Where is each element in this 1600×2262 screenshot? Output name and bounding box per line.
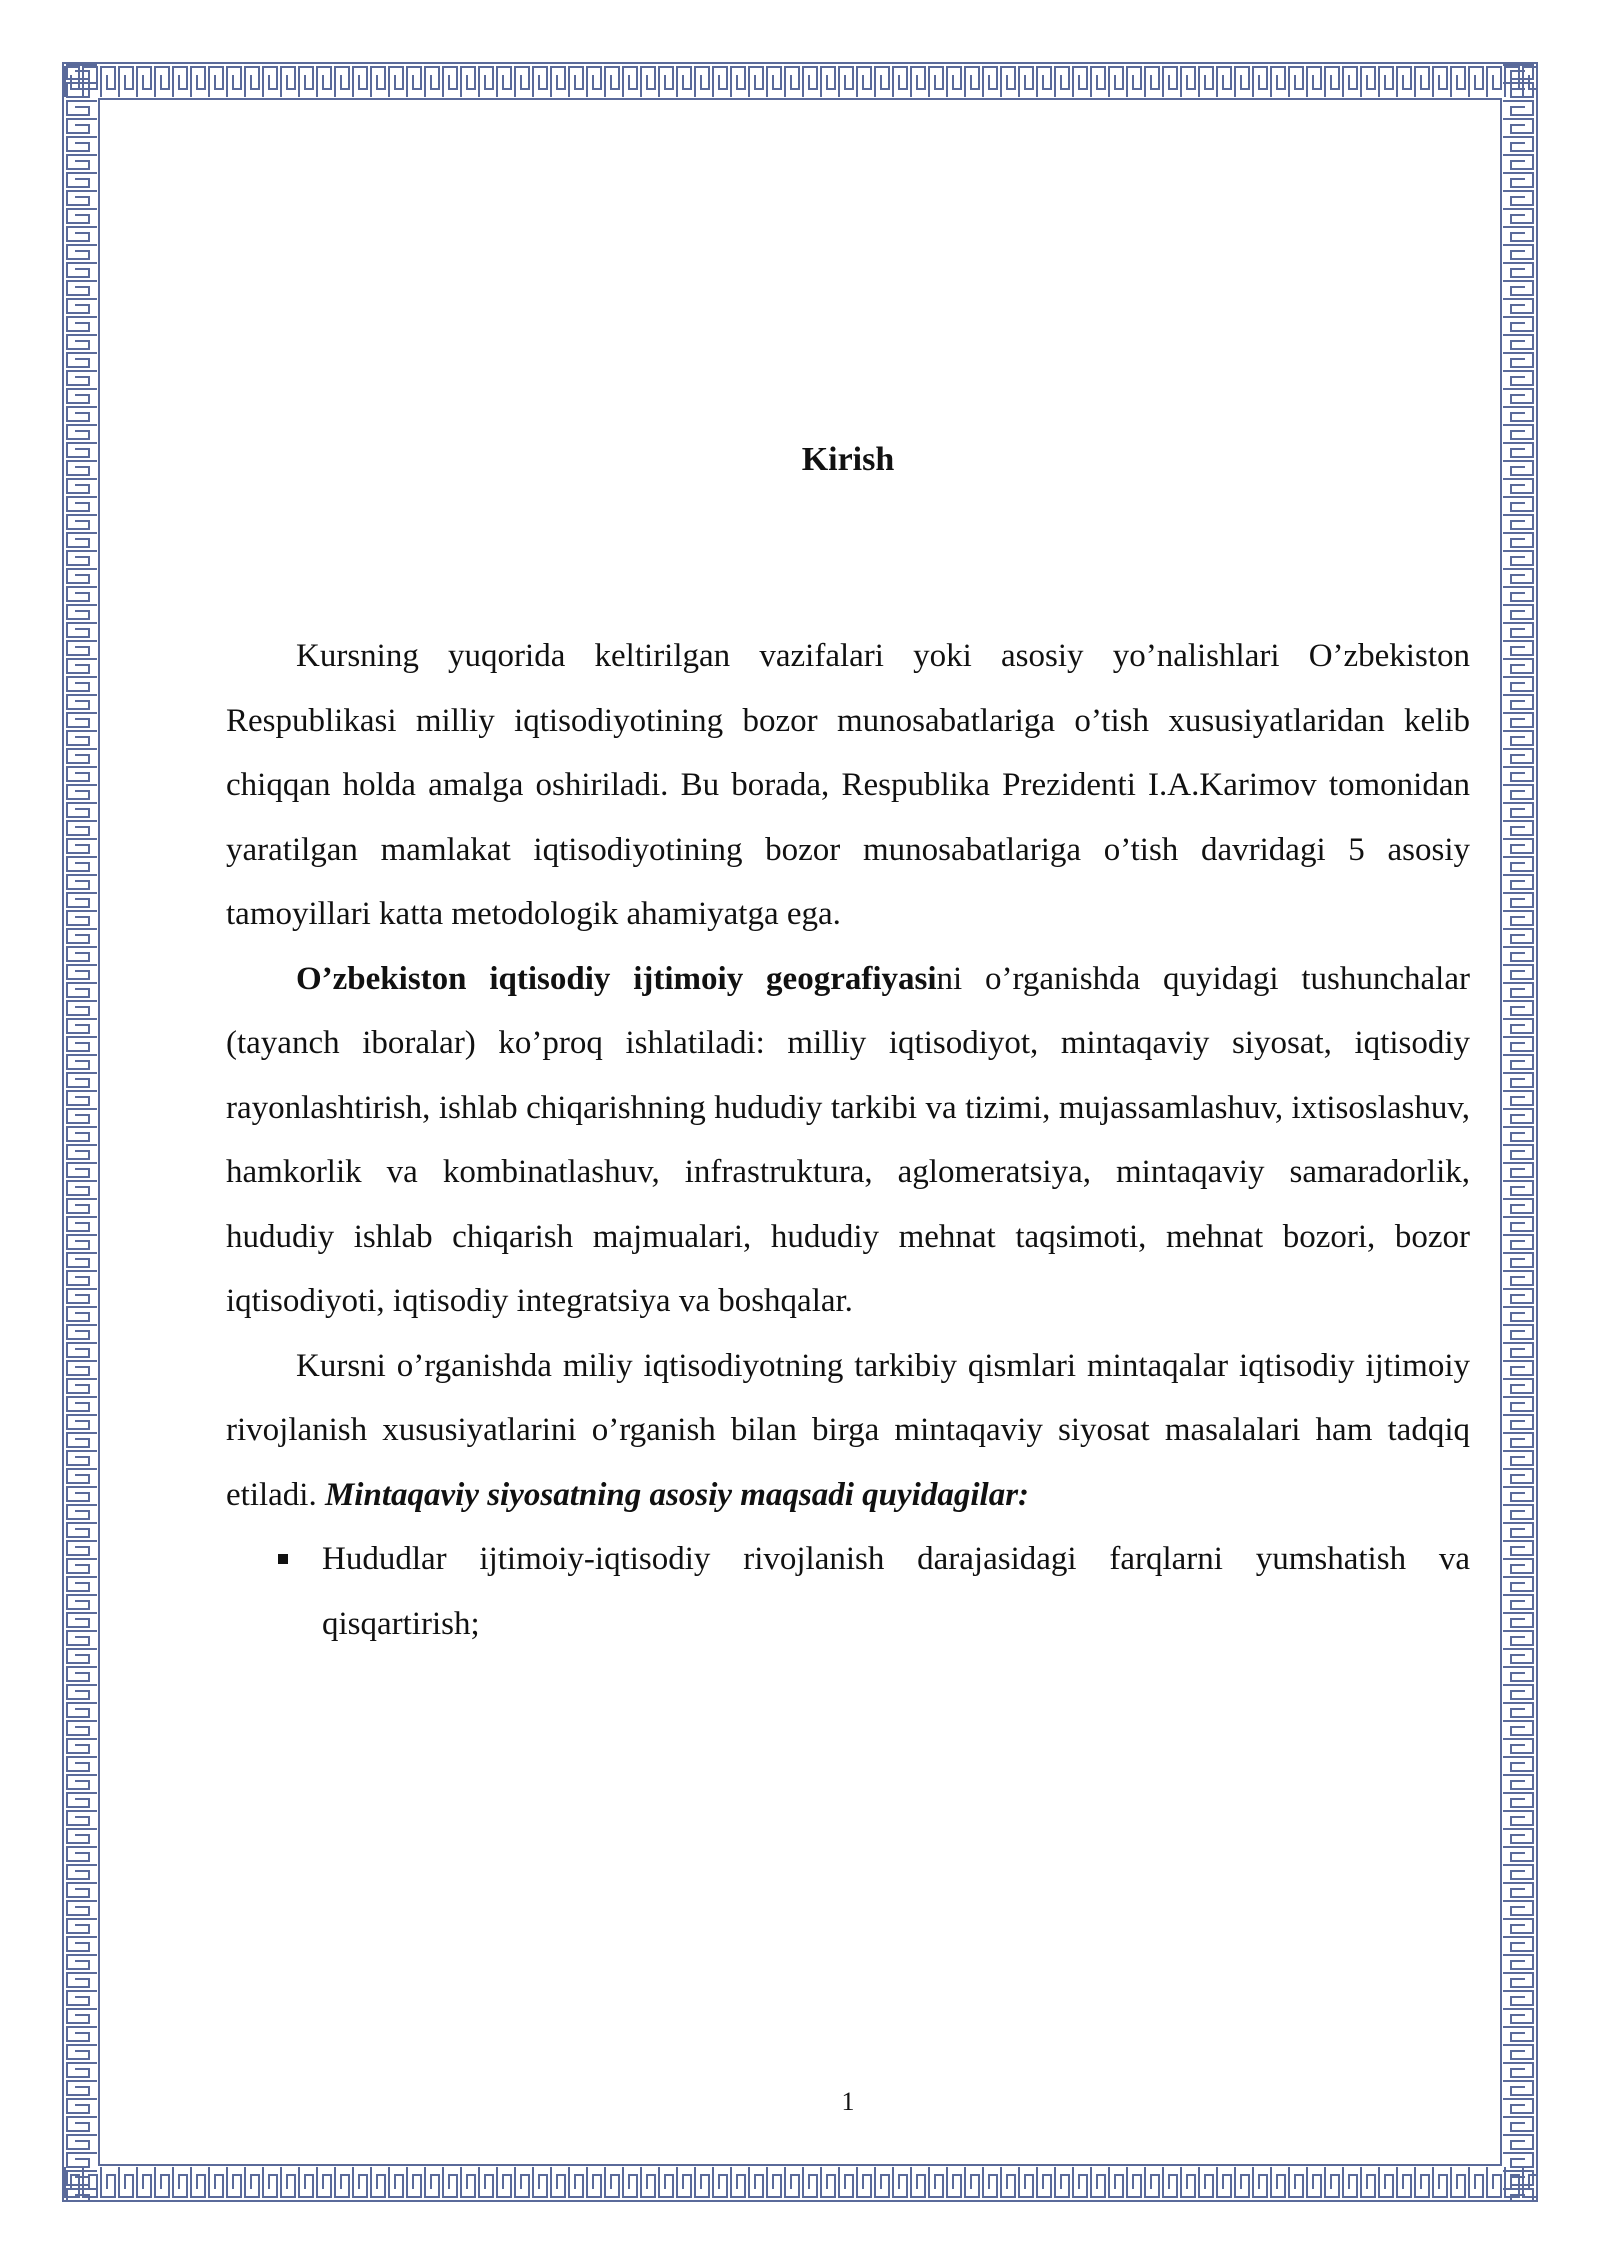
greek-key-border-top [64, 64, 1536, 98]
list-item-text: Hududlar ijtimoiy-iqtisodiy rivojlanish darajasidagi farqlarni yumshatish va qisqartirish; [322, 1541, 1470, 1642]
paragraph-text: Kursni o’rganishda miliy iqtisodiyotning tarkibiy qismlari mintaqalar iqtisodiy ijtimoiy rivojlanish xususiyatlarini o’rganish bilan birga mintaqaviy siyosat masalalari ham tadqiq etiladi. [226, 1347, 1470, 1513]
paragraph-concepts [226, 947, 1470, 1334]
document-body [226, 624, 1470, 1656]
page-title: Kirish [801, 441, 895, 478]
paragraph-regional-policy [226, 1334, 1470, 1528]
goals-list [226, 1527, 1470, 1656]
square-bullet-icon [278, 1554, 288, 1564]
page-number: 1 [841, 2087, 855, 2116]
paragraph-text: Kursning yuqorida keltirilgan vazifalari yoki asosiy yo’nalishlari O’zbekiston Respublikasi milliy iqtisodiyotining bozor munosabatlariga o’tish xususiyatlaridan kelib chiqqan holda amalga oshiriladi. Bu borada, Respublika Prezidenti I.A.Karimov tomonidan yaratilgan mamlakat iqtisodiyotining bozor munosabatlariga o’tish davridagi 5 asosiy tamoyillari katta metodologik ahamiyatga ega. [226, 638, 1470, 932]
list-item [322, 1527, 1470, 1656]
paragraph-intro [226, 624, 1470, 947]
paragraph-bold-italic-tail: Mintaqaviy siyosatning asosiy maqsadi quyidagilar: [324, 1476, 1030, 1513]
greek-key-border-bottom [64, 2166, 1536, 2200]
paragraph-bold-lead: O’zbekiston iqtisodiy ijtimoiy geografiyasi [296, 960, 937, 997]
greek-key-border-left [64, 64, 98, 2200]
greek-key-border-right [1502, 64, 1536, 2200]
paragraph-text: ni o’rganishda quyidagi tushunchalar (tayanch iboralar) ko’proq ishlatiladi: milliy iqtisodiyot, mintaqaviy siyosat, iqtisodiy rayonlashtirish, ishlab chiqarishning hududiy tarkibi va tizimi, mujassamlashuv, ixtisoslashuv, hamkorlik va kombinatlashuv, infrastruktura, aglomeratsiya, mintaqaviy samaradorlik, hududiy ishlab chiqarish majmualari, hududiy mehnat taqsimoti, mehnat bozori, bozor iqtisodiyoti, iqtisodiy integratsiya va boshqalar. [226, 960, 1470, 1319]
